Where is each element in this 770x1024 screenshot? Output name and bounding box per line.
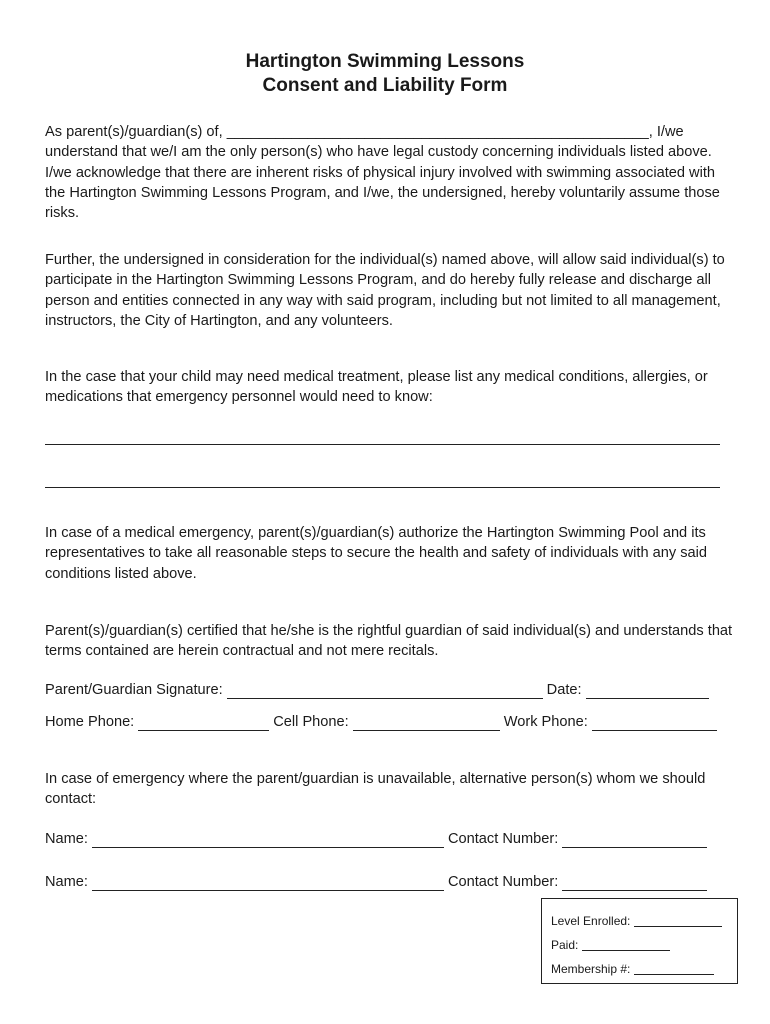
alternative-contact-prompt: In case of emergency where the parent/guardian is unavailable, alternative person(s) whom we should contact: bbox=[45, 771, 706, 808]
signature-label: Parent/Guardian Signature: bbox=[45, 682, 223, 698]
alt-contact-number-field-2[interactable] bbox=[562, 876, 707, 891]
name-label: Name: bbox=[45, 874, 88, 890]
paid-row bbox=[551, 933, 727, 957]
form-title: Hartington Swimming Lessons bbox=[245, 51, 525, 72]
home-phone-label: Home Phone: bbox=[45, 714, 135, 730]
contact-number-label: Contact Number: bbox=[447, 874, 559, 890]
date-label: Date: bbox=[546, 682, 582, 698]
custody-paragraph bbox=[45, 122, 735, 223]
child-name-blank[interactable]: ____________________________________________________ bbox=[226, 124, 649, 140]
medical-emergency-paragraph: In case of a medical emergency, parent(s)/guardian(s) authorize the Hartington Swimming Pool and its representatives to take all reasonable steps to secure the health and safety of individuals with any said conditions listed above. bbox=[45, 525, 707, 582]
name-label: Name: bbox=[45, 831, 88, 847]
cell-phone-field[interactable] bbox=[353, 716, 500, 731]
release-paragraph: Further, the undersigned in consideration for the individual(s) named above, will allow said individual(s) to participate in the Hartington Swimming Lessons Program, and do hereby fully release and discharge all person and entities connected in any way with said program, including but not limited to all management, instructors, the City of Hartington, and any volunteers. bbox=[45, 252, 725, 329]
medical-conditions-line-1[interactable] bbox=[45, 444, 720, 445]
alt-contact-name-field-1[interactable] bbox=[92, 833, 444, 848]
date-field[interactable] bbox=[586, 684, 709, 699]
alt-contact-name-field-2[interactable] bbox=[92, 876, 444, 891]
membership-field[interactable] bbox=[634, 964, 714, 975]
membership-row bbox=[551, 957, 727, 981]
work-phone-label: Work Phone: bbox=[503, 714, 588, 730]
paid-field[interactable] bbox=[582, 940, 670, 951]
level-enrolled-label: Level Enrolled: bbox=[551, 914, 631, 928]
alt-contact-row-1 bbox=[45, 830, 711, 848]
office-use-box bbox=[541, 898, 738, 984]
level-enrolled-field[interactable] bbox=[634, 916, 722, 927]
custody-intro: As parent(s)/guardian(s) of, bbox=[45, 124, 227, 140]
guardian-certification-paragraph: Parent(s)/guardian(s) certified that he/she is the rightful guardian of said individual(s) and understands that terms contained are herein contractual and not mere recitals. bbox=[45, 623, 733, 660]
signature-row bbox=[45, 681, 713, 699]
membership-label: Membership #: bbox=[551, 962, 631, 976]
alt-contact-number-field-1[interactable] bbox=[562, 833, 707, 848]
medical-conditions-line-2[interactable] bbox=[45, 487, 720, 488]
work-phone-field[interactable] bbox=[592, 716, 717, 731]
contact-number-label: Contact Number: bbox=[447, 831, 559, 847]
cell-phone-label: Cell Phone: bbox=[273, 714, 349, 730]
home-phone-field[interactable] bbox=[138, 716, 269, 731]
signature-field[interactable] bbox=[227, 684, 543, 699]
paid-label: Paid: bbox=[551, 938, 579, 952]
custody-text: , I/we understand that we/I am the only person(s) who have legal custody concerning individuals listed above. I/we acknowledge that there are inherent risks of physical injury involved with swimming associated with the Hartington Swimming Lessons Program, and I/we, the undersigned, hereby voluntarily assume those risks. bbox=[45, 124, 720, 222]
form-subtitle: Consent and Liability Form bbox=[262, 75, 508, 96]
level-enrolled-row bbox=[551, 909, 727, 933]
phone-row bbox=[45, 713, 721, 731]
medical-conditions-prompt: In the case that your child may need medical treatment, please list any medical conditions, allergies, or medications that emergency personnel would need to know: bbox=[45, 369, 708, 406]
alt-contact-row-2 bbox=[45, 873, 711, 891]
